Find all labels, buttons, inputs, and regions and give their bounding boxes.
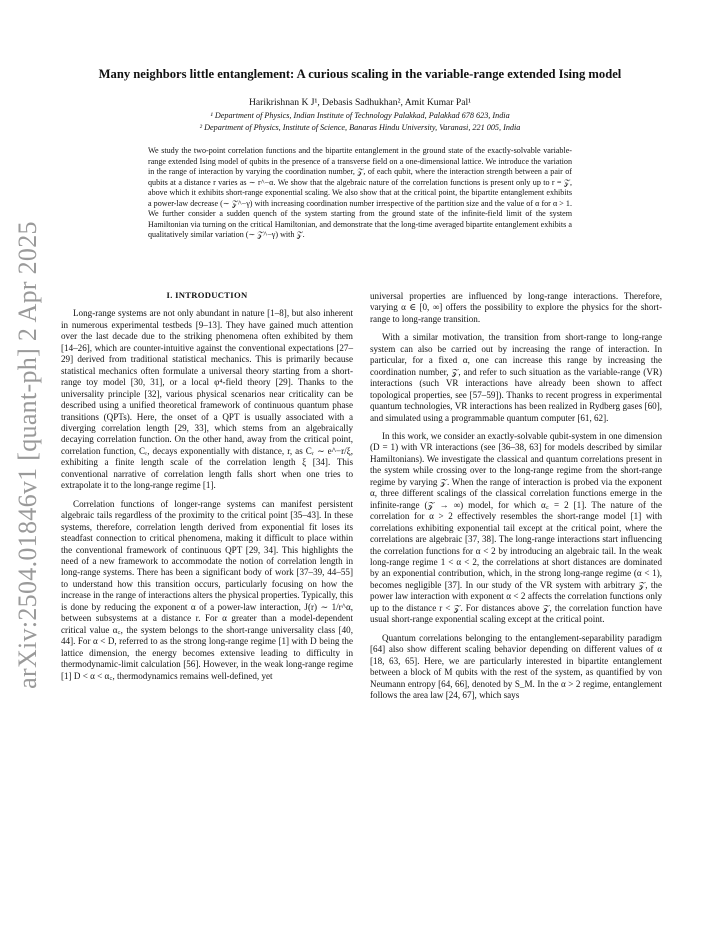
- body-paragraph: In this work, we consider an exactly-solvable qubit-system in one dimension (D = 1) with VR interactions (see [36–38, 63] for models described by similar Hamiltonians). We investigate the classical and quantum correlations present in the system while crossing over to the long-range regime from the short-range regime by varying 𝒵. When the range of interaction is probed via the exponent α, three different scalings of the classical correlation functions emerge in the infinite-range (𝒵 → ∞) model, for which α꜀ = 2 [1]. The nature of the correlation for α > 2 effectively resembles the short-range model [1] with correlations exhibiting exponential tail except at the critical point, where the correlations are algebraic [37, 38]. The long-range interactions start influencing the correlation functions for α < 2 by introducing an algebraic tail. In the weak long-range regime 1 < α < 2, the correlations at short distances are dominated by an exponential contribution, which, in the strong long-range regime (α < 1), becomes negligible [37]. In our study of the VR system with arbitrary 𝒵, the power law interaction with exponent α < 2 affects the correlation functions only up to the distance r < 𝒵. For distances above 𝒵, the correlation function have usual short-range exponential scaling except at the critical point.: [370, 430, 662, 625]
- body-paragraph: Correlation functions of longer-range systems can manifest persistent algebraic tails regardless of the proximity to the critical point [35–43]. In these systems, therefore, correlation length derived from exponential fit loses its steadfast connection to critical phenomena, making it difficult to place within the conventional framework of continuous QPT [29, 34]. This highlights the need of a new framework to accommodate the notion of correlation length in long-range systems. There has been a significant body of work [37–39, 44–55] to understand how this transition occurs, particularly focusing on how the increase in the range of interactions alters the physical properties. Typically, this is done by reducing the exponent α of a power-law interaction, J(r) ∼ 1/r^α, between subsystems at a distance r. For α greater than a model-dependent critical value α꜀, the system belongs to the short-range universality class [40, 44]. For α < D, referred to as the strong long-range regime [1] with D being the lattice dimension, the energy becomes extensive leading to difficulty in thermodynamic-limit calculation [56]. However, in the weak long-range regime [1] D < α < α꜀, thermodynamics remains well-defined, yet: [61, 498, 353, 681]
- section-heading: I. INTRODUCTION: [166, 290, 248, 300]
- abstract: We study the two-point correlation functions and the bipartite entanglement in the ground state of the exactly-solvable variable-range extended Ising model of qubits in the presence of a transverse field on a one-dimensional lattice. We introduce the variation in the range of interaction by varying the coordination number, 𝒵, of each qubit, where the interaction strength between a pair of qubits at a distance r varies as ∼ r^−α. We show that the algebraic nature of the correlation functions is present only up to r = 𝒵, above which it exhibits short-range exponential scaling. We also show that at the critical point, the bipartite entanglement exhibits a power-law decrease (∼ 𝒵^−γ) with increasing coordination number irrespective of the partition size and the value of α for α > 1. We further consider a sudden quench of the system starting from the ground state of the infinite-field limit of the system Hamiltonian via turning on the critical Hamiltonian, and demonstrate that the long-time averaged bipartite entanglement exhibits a qualitatively similar variation (∼ 𝒵^−γ) with 𝒵.: [148, 146, 572, 239]
- arxiv-stamp-text: arXiv:2504.01846v1 [quant-ph] 2 Apr 2025: [13, 221, 42, 689]
- body-paragraph: With a similar motivation, the transition from short-range to long-range system can also be carried out by increasing the range of interaction. In particular, for a fixed α, one can increase this range by increasing the coordination number, 𝒵, and refer to such situation as the variable-range (VR) interactions (such VR interactions have already been shown to affect topological properties, see [57–59]). Thanks to recent progress in experimental quantum technologies, VR interactions has been realized in Rydberg gases [60], and simulated using a programmable quantum computer [61, 62].: [370, 332, 662, 423]
- paper-title: Many neighbors little entanglement: A curious scaling in the variable-range extended Ising model: [98, 67, 622, 81]
- affiliation-2: ² Department of Physics, Institute of Science, Banaras Hindu University, Varanasi, 221 005, India: [199, 123, 521, 132]
- affiliation-1: ¹ Department of Physics, Indian Institute of Technology Palakkad, Palakkad 678 623, India: [210, 111, 510, 120]
- body-paragraph: universal properties are influenced by long-range interactions. Therefore, varying α ∈ [0, ∞] offers the possibility to explore the physics for the short-range to long-range transition.: [370, 291, 662, 324]
- right-column: [370, 291, 662, 701]
- author-list: Harikrishnan K J¹, Debasis Sadhukhan², Amit Kumar Pal¹: [248, 97, 472, 108]
- body-paragraph: Long-range systems are not only abundant in nature [1–8], but also inherent in numerous experimental testbeds [9–13]. They have gained much attention over the last decade due to the striking phenomena often exhibited by them [14–26], which are counter-intuitive against the conventional expectations [27–29] derived from traditional statistical mechanics. This is primarily because statistical mechanics often formulate a universal theory starting from a short-range toy model [30, 31], or a local φ⁴-field theory [29]. Thanks to the universality principle [32], various physical scenarios near criticality can be described using a unified theoretical framework of continuous quantum phase transitions (QPTs). Here, the onset of a QPT is usually associated with a diverging correlation length [29, 33], which stems from an algebraically decaying correlation function. On the other hand, away from the critical point, correlation function, Cᵣ, decays exponentially with distance, r, as Cᵣ ∼ e^−r/ξ, exhibiting a finite length scale of the correlation length ξ [34]. This conventional narrative of correlation length falls short when one tries to extrapolate it to the long-range regime [1].: [61, 308, 353, 491]
- body-paragraph: Quantum correlations belonging to the entanglement-separability paradigm [64] also show different scaling behavior depending on different values of α [18, 63, 65]. Here, we are particularly interested in bipartite entanglement between a block of M qubits with the rest of the system, as quantified by von Neumann entropy [64, 66], denoted by S_M. In the α > 2 regime, entanglement follows the area law [24, 67], which says: [370, 632, 662, 700]
- left-column: [61, 290, 353, 682]
- arxiv-identifier-stamp: [8, 195, 48, 715]
